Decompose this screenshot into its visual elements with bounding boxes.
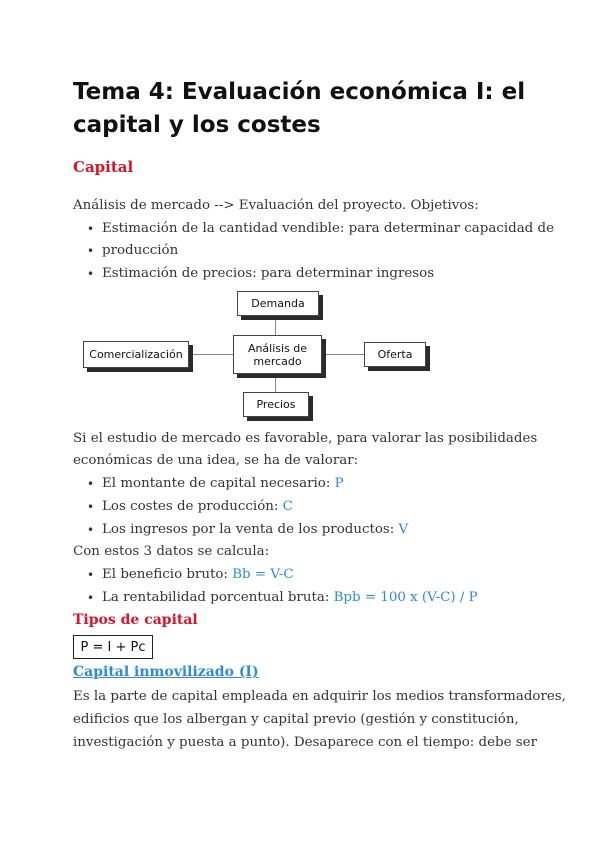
- connector-right: [320, 354, 364, 355]
- value-item-3: [102, 519, 408, 541]
- connector-left: [187, 354, 233, 355]
- value-variable: P: [334, 476, 344, 491]
- value-label: Los ingresos por la venta de los productos:: [102, 522, 399, 537]
- calc-formula: Bpb = 100 x (V-C) / P: [333, 590, 478, 605]
- analisis-line-2: mercado: [253, 354, 302, 368]
- inmov-line-1: Es la parte de capital empleada en adquirir los medios transformadores,: [73, 689, 566, 704]
- connector-bottom: [275, 373, 276, 393]
- section-heading-tipos: Tipos de capital: [73, 612, 198, 628]
- connector-top: [275, 316, 276, 336]
- value-label: El montante de capital necesario:: [102, 476, 335, 491]
- diagram-box-oferta: Oferta: [364, 342, 426, 367]
- diagram-box-analisis: [233, 335, 322, 374]
- study-line-1: Si el estudio de mercado es favorable, para valorar las posibilidades: [73, 431, 538, 446]
- value-variable: C: [282, 499, 293, 514]
- diagram-box-precios: Precios: [243, 392, 309, 417]
- intro-paragraph: Análisis de mercado --> Evaluación del proyecto. Objetivos:: [73, 198, 479, 213]
- objective-1-line-1: Estimación de la cantidad vendible: para determinar capacidad de: [102, 221, 555, 236]
- diagram-box-comercializacion: Comercialización: [83, 341, 189, 368]
- study-line-2: económicas de una idea, se ha de valorar:: [73, 453, 359, 468]
- title-line-1: Tema 4: Evaluación económica I: el: [73, 79, 526, 105]
- value-variable: V: [398, 522, 409, 537]
- calc-label: El beneficio bruto:: [102, 567, 233, 582]
- inmov-line-3: investigación y puesta a punto). Desaparece con el tiempo: debe ser: [73, 735, 538, 750]
- calc-item-1: [102, 564, 294, 586]
- page-title: [73, 76, 543, 142]
- calc-label: La rentabilidad porcentual bruta:: [102, 590, 334, 605]
- section-heading-capital: Capital: [73, 158, 134, 176]
- calc-formula: Bb = V-C: [232, 567, 294, 582]
- diagram-box-demanda: Demanda: [237, 291, 319, 316]
- value-item-2: [102, 496, 293, 518]
- calc-item-2: [102, 587, 478, 609]
- capital-formula-box: P = I + Pc: [73, 635, 153, 659]
- value-label: Los costes de producción:: [102, 499, 283, 514]
- capital-inmovilizado-link[interactable]: Capital inmovilizado (I): [73, 664, 259, 680]
- objective-2: Estimación de precios: para determinar ingresos: [102, 266, 435, 281]
- objective-1-line-2: producción: [102, 243, 179, 258]
- inmov-line-2: edificios que los albergan y capital previo (gestión y constitución,: [73, 712, 519, 727]
- calc-intro: Con estos 3 datos se calcula:: [73, 544, 270, 559]
- value-item-1: [102, 473, 344, 495]
- analisis-line-1: Análisis de: [247, 341, 308, 355]
- title-line-2: capital y los costes: [73, 112, 321, 138]
